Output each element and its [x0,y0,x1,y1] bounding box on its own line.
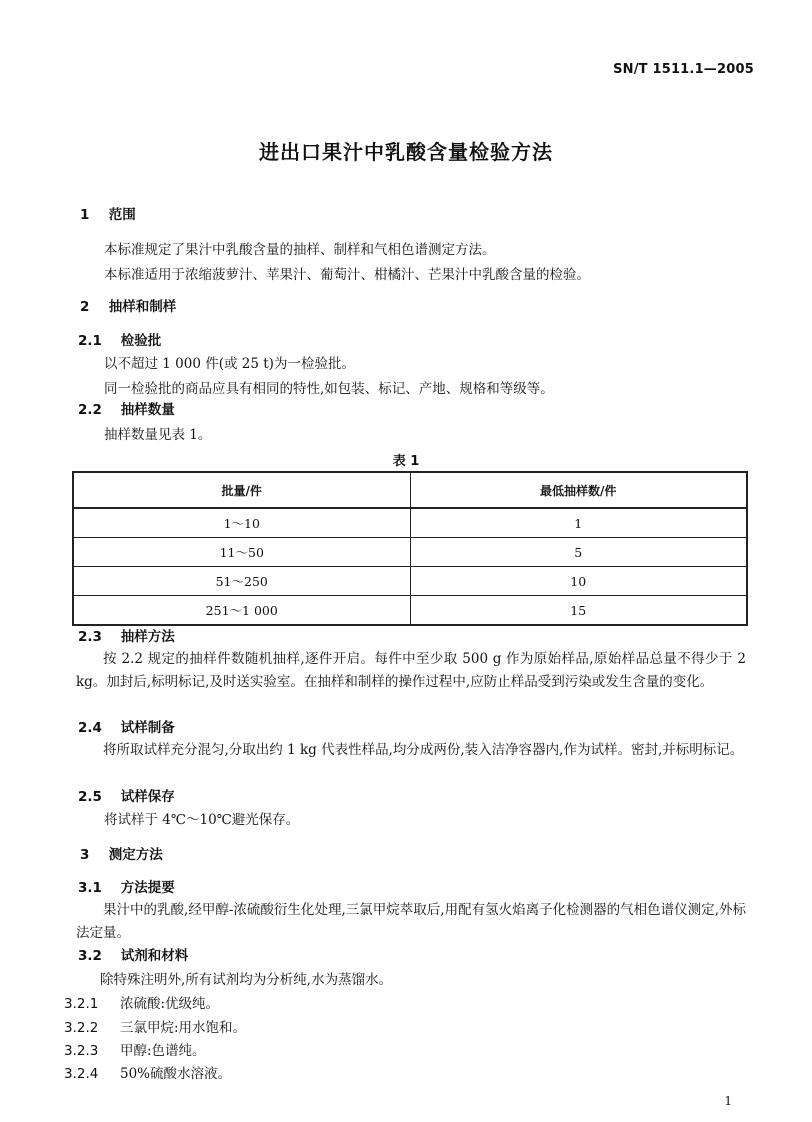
page-number: 1 [724,1094,732,1108]
section-1-paragraph-2: 本标准适用于浓缩菠萝汁、苹果汁、葡萄汁、柑橘汁、芒果汁中乳酸含量的检验。 [104,267,590,283]
table-header-min-samples: 最低抽样数/件 [410,472,747,508]
table-header-batch: 批量/件 [73,472,410,508]
list-item: 3.2.1 浓硫酸:优级纯。 [64,996,220,1012]
table-row [73,508,747,538]
section-3-1-paragraph: 果汁中的乳酸,经甲醇-浓硫酸衍生化处理,三氯甲烷萃取后,用配有氢火焰离子化检测器的气相色谱仪测定,外标法定量。 [76,902,746,941]
section-2-3-paragraph: 按 2.2 规定的抽样件数随机抽样,逐件开启。每件中至少取 500 g 作为原始样品,原始样品总量不得少于 2 kg。加封后,标明标记,及时送实验室。在抽样和制样的操作过程中,应防止样品受到污染或发生含量的变化。 [76,651,746,690]
section-3-2-heading: 3.2 试剂和材料 [78,948,189,964]
section-2-1-paragraph-1: 以不超过 1 000 件(或 25 t)为一检验批。 [104,356,355,372]
section-2-2-heading: 2.2 抽样数量 [78,402,175,418]
section-2-4-heading: 2.4 试样制备 [78,720,175,736]
table-row [73,567,747,596]
document-title: 进出口果汁中乳酸含量检验方法 [259,140,553,164]
section-2-5-paragraph: 将试样于 4℃～10℃避光保存。 [104,812,300,828]
table-row [73,538,747,567]
table-cell-batch: 251～1 000 [73,596,410,626]
section-2-2-paragraph: 抽样数量见表 1。 [104,427,212,443]
section-2-5-heading: 2.5 试样保存 [78,789,175,805]
table-row [73,596,747,626]
table-cell-samples: 5 [410,538,747,567]
list-item: 3.2.2 三氯甲烷:用水饱和。 [64,1020,247,1036]
section-1-heading: 1 范围 [80,207,136,223]
table-header-row [73,472,747,508]
table-cell-samples: 15 [410,596,747,626]
section-2-1-paragraph-2: 同一检验批的商品应具有相同的特性,如包装、标记、产地、规格和等级等。 [104,381,554,397]
table-1-caption: 表 1 [392,454,420,469]
section-2-4-paragraph: 将所取试样充分混匀,分取出约 1 kg 代表性样品,均分成两份,装入洁净容器内,作为试样。密封,并标明标记。 [103,742,744,758]
section-2-3-heading: 2.3 抽样方法 [78,629,175,645]
table-cell-batch: 11～50 [73,538,410,567]
list-item: 3.2.4 50%硫酸水溶液。 [64,1066,232,1082]
table-cell-samples: 1 [410,508,747,538]
section-1-paragraph-1: 本标准规定了果汁中乳酸含量的抽样、制样和气相色谱测定方法。 [104,242,496,258]
section-2-heading: 2 抽样和制样 [80,299,177,315]
standard-code: SN/T 1511.1—2005 [613,62,754,77]
section-2-1-heading: 2.1 检验批 [78,333,162,349]
sampling-table [72,471,748,626]
table-cell-batch: 1～10 [73,508,410,538]
section-3-heading: 3 测定方法 [80,847,163,863]
list-item: 3.2.3 甲醇:色谱纯。 [64,1043,206,1059]
section-3-2-paragraph: 除特殊注明外,所有试剂均为分析纯,水为蒸馏水。 [100,972,393,988]
table-cell-samples: 10 [410,567,747,596]
table-cell-batch: 51～250 [73,567,410,596]
section-3-1-heading: 3.1 方法提要 [78,880,175,896]
